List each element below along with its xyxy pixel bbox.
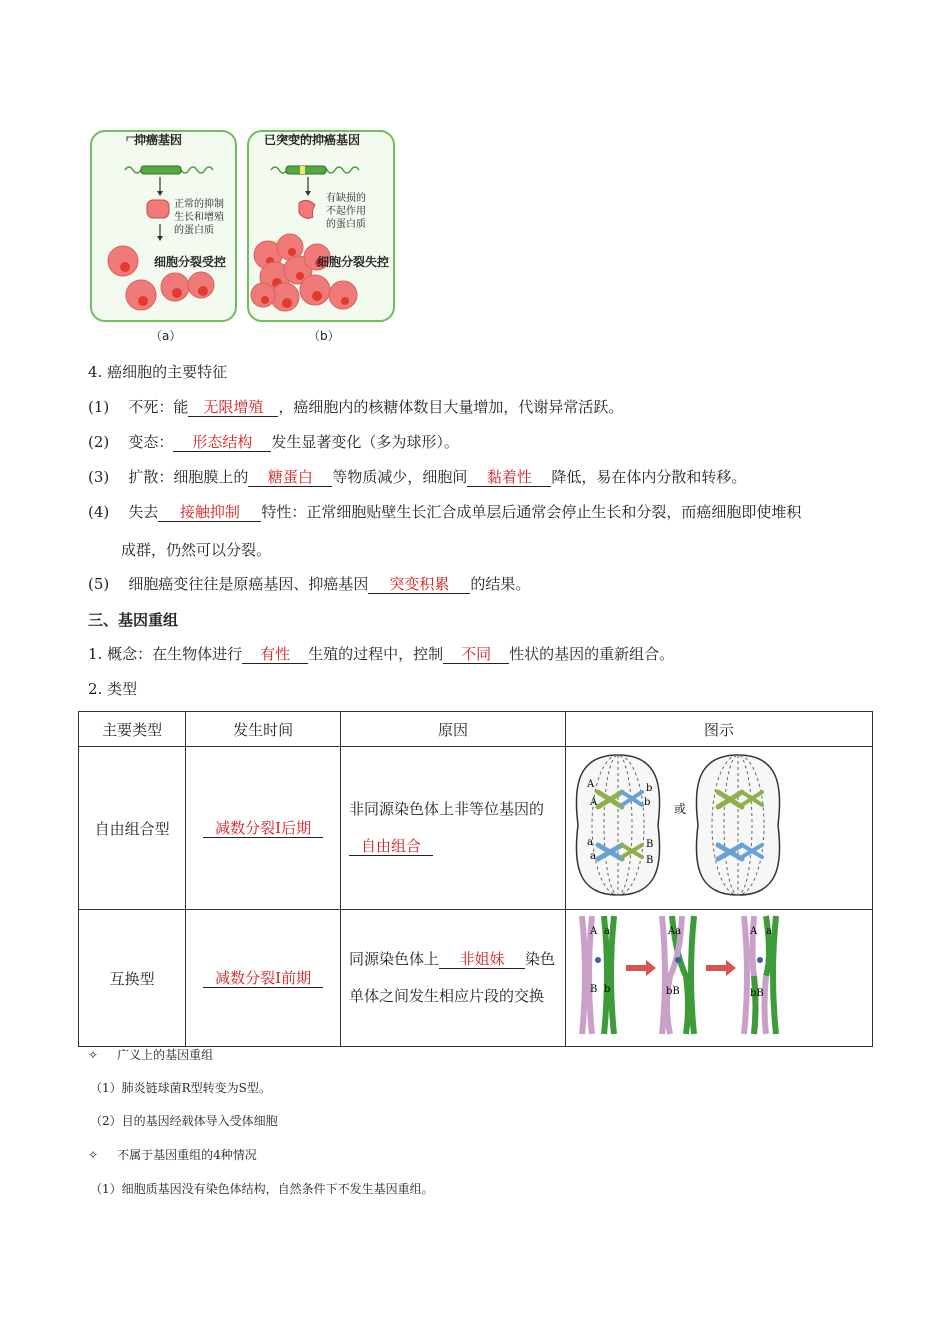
panel-b-gene-label: 已突变的抑癌基因 xyxy=(264,133,361,147)
item-suffix: 特性：正常细胞贴壁生长汇合成单层后通常会停止生长和分裂，而癌细胞即使堆积 xyxy=(261,503,802,521)
allele-label: bB xyxy=(665,986,680,997)
reason-cell xyxy=(340,747,565,910)
allele-label: B xyxy=(645,839,654,850)
allele-label: A xyxy=(589,926,598,937)
answer-blank-2: 不同 xyxy=(443,645,509,664)
panel-a-protein-label-3: 的蛋白质 xyxy=(174,225,214,236)
panel-a-protein-label-1: 正常的抑制 xyxy=(174,199,224,210)
panel-a-protein-label-2: 生长和增殖 xyxy=(174,212,224,223)
panel-b-protein-label-1: 有缺损的 xyxy=(326,193,366,204)
note-title: 广义上的基因重组 xyxy=(117,1048,214,1062)
allele-label: a xyxy=(603,926,610,937)
allele-label: a xyxy=(765,926,772,937)
item-number: (3) xyxy=(88,468,110,486)
reason-text xyxy=(341,791,565,865)
header-cell: 图示 xyxy=(565,712,872,747)
answer-blank: 有性 xyxy=(242,645,308,664)
concept-line xyxy=(88,644,674,664)
item-prefix: 失去 xyxy=(128,503,159,521)
feature-item-2 xyxy=(88,432,459,452)
allele-label: a xyxy=(589,851,596,862)
answer-blank: 非姐妹 xyxy=(439,950,525,969)
item-suffix: 降低，易在体内分散和转移。 xyxy=(551,468,747,486)
recombination-types-table xyxy=(78,711,873,1047)
type-cell: 互换型 xyxy=(79,910,186,1047)
diagram-cell xyxy=(565,747,872,910)
types-title: 2. 类型 xyxy=(88,680,138,698)
table-row xyxy=(79,747,873,910)
panel-a-caption: （a） xyxy=(150,329,182,343)
note2-title-line xyxy=(88,1147,257,1163)
item-suffix: ，癌细胞内的核糖体数目大量增加，代谢异常活跃。 xyxy=(278,398,624,416)
allele-label: B xyxy=(645,855,654,866)
allele-label: Aa xyxy=(667,926,682,937)
item-number: (5) xyxy=(88,575,110,593)
reason-prefix: 同源染色体上 xyxy=(348,950,439,968)
table-header-row xyxy=(79,712,873,747)
type-cell: 自由组合型 xyxy=(79,747,186,910)
item-prefix: 细胞癌变往往是原癌基因、抑癌基因 xyxy=(128,575,369,593)
allele-label: A xyxy=(589,797,598,808)
item-number: (1) xyxy=(88,398,110,416)
answer-blank: 自由组合 xyxy=(349,837,433,856)
panel-b-protein-label-3: 的蛋白质 xyxy=(326,219,366,230)
item-prefix: 变态： xyxy=(128,433,174,451)
note-title: 不属于基因重组的4种情况 xyxy=(117,1148,257,1162)
feature-item-5 xyxy=(88,574,530,594)
independent-assortment-diagram xyxy=(566,747,872,905)
header-cell: 发生时间 xyxy=(186,712,341,747)
bullet-icon: ✧ xyxy=(88,1048,99,1062)
item-suffix: 的结果。 xyxy=(470,575,531,593)
allele-label: bB xyxy=(749,988,764,999)
reason-prefix: 非同源染色体上非等位基因的 xyxy=(348,800,544,818)
note1-item-1: （1）肺炎链球菌R型转变为S型。 xyxy=(90,1081,271,1095)
item-prefix: 扩散：细胞膜上的 xyxy=(128,468,249,486)
feature-item-1 xyxy=(88,397,623,417)
header-cell: 主要类型 xyxy=(79,712,186,747)
allele-label: b xyxy=(645,783,653,794)
header-cell: 原因 xyxy=(340,712,565,747)
panel-b-protein-label-2: 不起作用 xyxy=(326,206,366,217)
allele-label: A xyxy=(586,779,595,790)
time-cell xyxy=(186,910,341,1047)
allele-label: A xyxy=(749,926,758,937)
allele-label: a xyxy=(586,837,593,848)
item-middle: 等物质减少，细胞间 xyxy=(332,468,468,486)
cancer-gene-figure xyxy=(85,125,405,350)
item-prefix: 不死：能 xyxy=(128,398,189,416)
diagram-cell xyxy=(565,910,872,1047)
panel-b-caption: （b） xyxy=(308,329,340,343)
answer-blank: 减数分裂Ⅰ前期 xyxy=(203,969,323,988)
reason-text xyxy=(341,941,565,1015)
answer-blank: 无限增殖 xyxy=(188,398,278,417)
table-row xyxy=(79,910,873,1047)
panel-b-result-label: 细胞分裂失控 xyxy=(317,255,390,269)
or-label: 或 xyxy=(673,802,686,816)
allele-label: b xyxy=(603,984,611,995)
reason-cell xyxy=(340,910,565,1047)
panel-a-gene-label: 抑癌基因 xyxy=(134,133,183,147)
section4-title: 4. 癌细胞的主要特征 xyxy=(88,363,228,381)
item-number: (4) xyxy=(88,503,110,521)
feature-item-4-continued: 成群，仍然可以分裂。 xyxy=(121,541,272,559)
allele-label: b xyxy=(643,797,651,808)
answer-blank-2: 黏着性 xyxy=(467,468,551,487)
concept-suffix: 性状的基因的重新组合。 xyxy=(509,645,675,663)
time-cell xyxy=(186,747,341,910)
answer-blank: 形态结构 xyxy=(173,433,271,452)
item-number: (2) xyxy=(88,433,110,451)
feature-item-4 xyxy=(88,502,801,522)
answer-blank: 糖蛋白 xyxy=(248,468,332,487)
note2-item-1: （1）细胞质基因没有染色体结构，自然条件下不发生基因重组。 xyxy=(90,1182,434,1196)
answer-blank: 突变积累 xyxy=(368,575,470,594)
crossing-over-diagram xyxy=(566,910,872,1042)
note1-title-line xyxy=(88,1047,213,1063)
section3-title: 三、基因重组 xyxy=(88,611,179,629)
reason-suffix: 染色单体之间发生相应片段的交换 xyxy=(348,950,555,1005)
feature-item-3 xyxy=(88,467,746,487)
panel-a-result-label: 细胞分裂受控 xyxy=(154,255,227,269)
note1-item-2: （2）目的基因经载体导入受体细胞 xyxy=(90,1114,278,1128)
item-suffix: 发生显著变化（多为球形）。 xyxy=(271,433,459,451)
concept-middle: 生殖的过程中，控制 xyxy=(308,645,444,663)
answer-blank: 减数分裂Ⅰ后期 xyxy=(203,819,323,838)
allele-label: B xyxy=(589,984,598,995)
bullet-icon: ✧ xyxy=(88,1148,99,1162)
concept-prefix: 1. 概念：在生物体进行 xyxy=(88,645,243,663)
answer-blank: 接触抑制 xyxy=(158,503,261,522)
